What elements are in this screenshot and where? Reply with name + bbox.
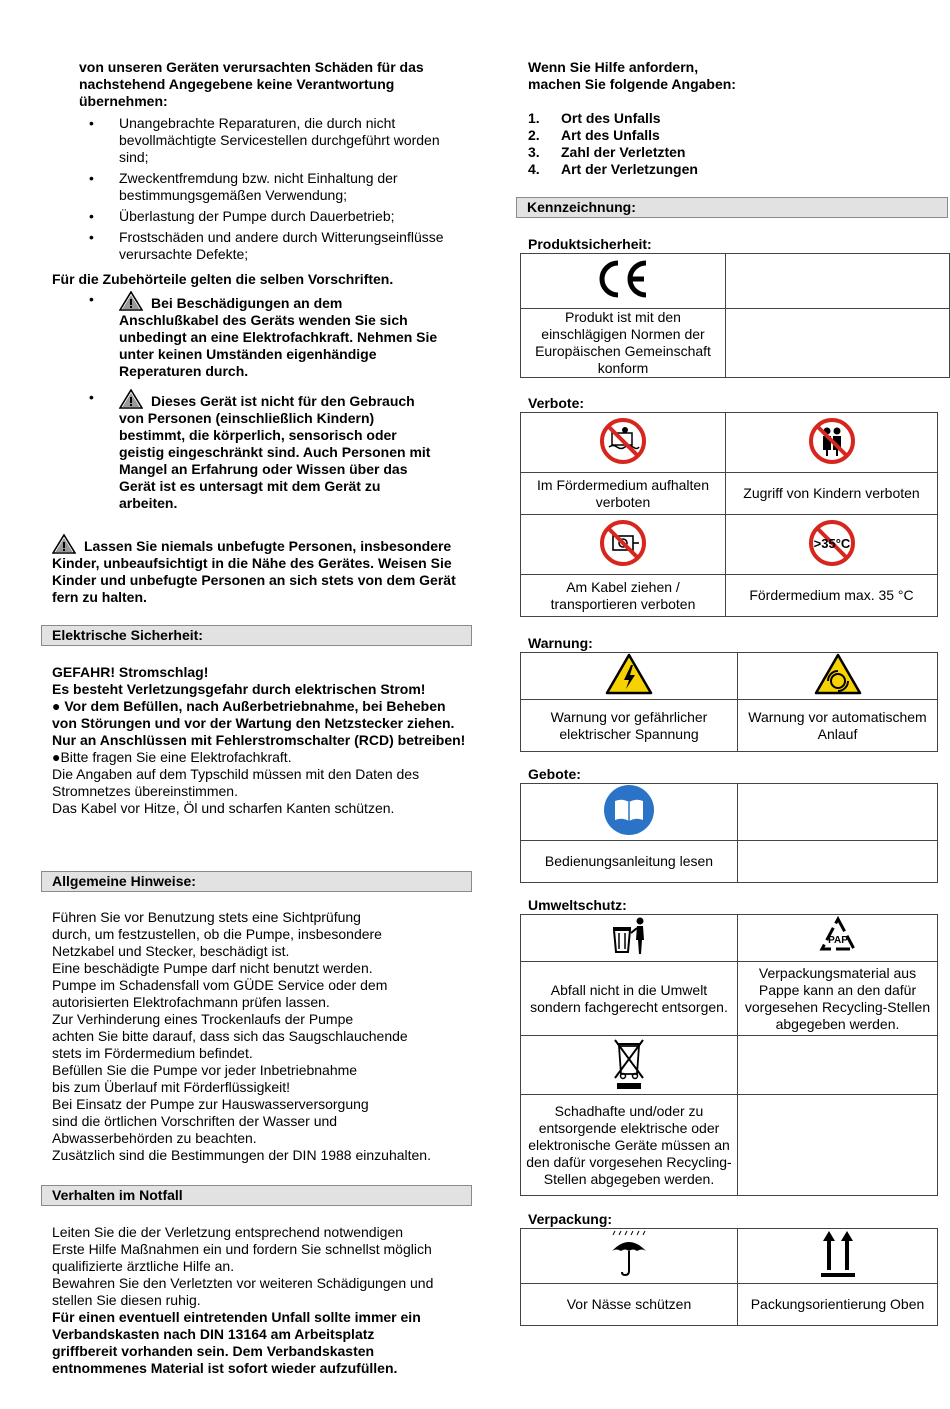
accessories-note: Für die Zubehörteile gelten die selben Vorschriften.	[52, 271, 394, 287]
list-item: • Bei Beschädigungen an dem Anschlußkabel des Geräts wenden Sie sich unbedingt an eine Elektrofachkraft. Nehmen Sie unter keinen Umständen eigenhändige Reperaturen durch.	[89, 291, 438, 379]
this-way-up-icon	[818, 1229, 858, 1279]
rcd-instruction: Nur an Anschlüssen mit Fehlerstromschalter (RCD) betreiben!	[52, 732, 466, 748]
general-notes-text	[52, 909, 472, 1164]
text-line: Pumpe im Schadensfall vom GÜDE Service oder dem	[52, 977, 388, 993]
no-cable-pull-sign-cell	[521, 515, 726, 575]
weee-cell	[521, 1036, 738, 1095]
auto-start-warning-cell	[738, 653, 938, 700]
children-warning: Lassen Sie niemals unbefugte Personen, insbesondere Kinder, unbeaufsichtigt in die Nähe des Gerätes. Weisen Sie Kinder und unbefugte Personen an sich stets von dem Gerät fern zu halten.	[52, 534, 462, 606]
packaging-label: Packungsorientierung Oben	[738, 1284, 938, 1326]
exclusion-list	[89, 115, 469, 267]
warning-label: Warnung vor automatischem Anlauf	[738, 700, 938, 752]
packaging-table	[520, 1228, 938, 1326]
litter-bin-cell	[521, 915, 738, 962]
text-line: Verbandskasten nach DIN 13164 am Arbeitsplatz	[52, 1326, 375, 1342]
warning-label: Warnung vor gefährlicher elektrischer Spannung	[521, 700, 738, 752]
max-temperature-icon	[808, 519, 856, 567]
text-line: entnommenes Material ist sofort wieder aufzufüllen.	[52, 1360, 398, 1376]
text-line: Zusätzlich sind die Bestimmungen der DIN 1988 einzuhalten.	[52, 1147, 431, 1163]
no-entry-in-medium-icon	[599, 417, 647, 465]
emergency-text	[52, 1224, 472, 1377]
prohibition-label: Im Fördermedium aufhalten verboten	[521, 473, 726, 515]
empty-cell	[738, 784, 938, 841]
list-item: 1. Ort des Unfalls	[528, 110, 661, 126]
read-manual-cell	[521, 784, 738, 841]
text-line: Eine beschädigte Pumpe darf nicht benutzt werden.	[52, 960, 373, 976]
max-temp-sign-text: >35°C	[813, 535, 850, 551]
environment-label: Abfall nicht in die Umwelt sondern fachgerecht entsorgen.	[521, 962, 738, 1036]
prohibition-label: Fördermedium max. 35 °C	[726, 575, 938, 617]
unplug-instruction: ● Vor dem Befüllen, nach Außerbetriebnahme, bei Beheben von Störungen und vor der Wartung den Netzstecker ziehen.	[52, 698, 455, 731]
prohibitions-table	[520, 412, 938, 617]
this-way-up-cell	[738, 1229, 938, 1284]
crossed-out-bin-icon	[611, 1036, 647, 1090]
liability-intro	[79, 59, 469, 110]
mandatory-label: Bedienungsanleitung lesen	[521, 841, 738, 883]
list-item: • Dieses Gerät ist nicht für den Gebrauch von Personen (einschließlich Kindern) bestimmt, die körperlich, sensorisch oder geistig eingeschränkt sind. Auch Personen mit Mangel an Erfahrung oder Wissen über das Gerät ist es untersagt mit dem Gerät zu arbeiten.	[89, 389, 431, 511]
environment-label: Verpackungsmaterial aus Pappe kann an den dafür vorgesehen Recycling-Stellen abgegeben werden.	[738, 962, 938, 1036]
no-swimming-sign-cell	[521, 413, 726, 473]
warning-triangle-icon	[119, 291, 143, 311]
ask-electrician: ●Bitte fragen Sie eine Elektrofachkraft.	[52, 749, 292, 765]
voltage-warning-cell	[521, 653, 738, 700]
list-item: • Unangebrachte Reparaturen, die durch nicht bevollmächtigte Servicestellen durchgeführt worden sind;	[89, 115, 440, 165]
section-header-general: Allgemeine Hinweise:	[41, 871, 472, 892]
danger-risk: Es besteht Verletzungsgefahr durch elektrischen Strom!	[52, 681, 426, 697]
empty-cell	[738, 1095, 938, 1196]
danger-title: GEFAHR! Stromschlag!	[52, 664, 209, 680]
umbrella-keep-dry-icon	[609, 1229, 649, 1279]
text-line: achten Sie bitte darauf, dass sich das Saugschlauchende	[52, 1028, 408, 1044]
text-line: bis zum Überlauf mit Förderflüssigkeit!	[52, 1079, 291, 1095]
read-manual-icon	[603, 784, 655, 836]
text-line: durch, um festzustellen, ob die Pumpe, insbesondere	[52, 926, 382, 942]
warning-list	[89, 291, 439, 516]
empty-cell	[726, 254, 950, 309]
high-voltage-warning-icon	[605, 653, 653, 695]
text-line: Netzkabel und Stecker, beschädigt ist.	[52, 943, 290, 959]
packaging-label: Vor Nässe schützen	[521, 1284, 738, 1326]
product-safety-table	[520, 253, 950, 378]
prohibition-label: Am Kabel ziehen / transportieren verboten	[521, 575, 726, 617]
prohibition-label: Zugriff von Kindern verboten	[726, 473, 938, 515]
text-line: Führen Sie vor Benutzung stets eine Sichtprüfung	[52, 909, 361, 925]
environment-title: Umweltschutz:	[528, 897, 627, 913]
section-header-electrical: Elektrische Sicherheit:	[41, 625, 472, 646]
text-line: Leiten Sie die der Verletzung entsprechend notwendigen	[52, 1224, 404, 1240]
text-line: qualifizierte ärztliche Hilfe an.	[52, 1258, 235, 1274]
ce-mark-icon	[596, 259, 650, 299]
mandatory-title: Gebote:	[528, 766, 581, 782]
warnings-table	[520, 652, 938, 752]
empty-cell	[726, 309, 950, 378]
text-line: griffbereit vorhanden sein. Dem Verbandskasten	[52, 1343, 375, 1359]
warnings-title: Warnung:	[528, 635, 593, 651]
text-line: Bewahren Sie den Verletzten vor weiteren Schädigungen und	[52, 1275, 434, 1291]
empty-cell	[738, 841, 938, 883]
empty-cell	[738, 1036, 938, 1095]
max-temp-sign-cell	[726, 515, 938, 575]
mandatory-table	[520, 783, 938, 883]
prohibitions-title: Verbote:	[528, 395, 585, 411]
list-item: 2. Art des Unfalls	[528, 127, 660, 143]
section-header-marking: Kennzeichnung:	[516, 197, 948, 218]
text-line: Bei Einsatz der Pumpe zur Hauswasserversorgung	[52, 1096, 369, 1112]
ce-label: Produkt ist mit den einschlägigen Normen der Europäischen Gemeinschaft konform	[521, 309, 726, 378]
packaging-title: Verpackung:	[528, 1211, 613, 1227]
product-safety-title: Produktsicherheit:	[528, 236, 652, 252]
environment-table	[520, 914, 938, 1196]
electrical-safety-text	[52, 664, 467, 817]
list-item: 3. Zahl der Verletzten	[528, 144, 686, 160]
keep-dry-cell	[521, 1229, 738, 1284]
warning-triangle-icon	[52, 534, 76, 554]
environment-label: Schadhafte und/oder zu entsorgende elektrische oder elektronische Geräte müssen an den dafür vorgesehen Recycling-Stellen abgegeben werden.	[521, 1095, 738, 1196]
text-line: autorisierten Elektrofachmann prüfen lassen.	[52, 994, 330, 1010]
pap-recycling-cell	[738, 915, 938, 962]
pap-label: PAP	[827, 935, 848, 946]
section-header-emergency: Verhalten im Notfall	[41, 1185, 472, 1206]
help-intro-line: machen Sie folgende Angaben:	[528, 76, 736, 92]
text-line: Erste Hilfe Maßnahmen ein und fordern Sie schnellst möglich	[52, 1241, 432, 1257]
list-item: • Frostschäden und andere durch Witterungseinflüsse verursachte Defekte;	[89, 229, 444, 262]
text-line: Befüllen Sie die Pumpe vor jeder Inbetriebnahme	[52, 1062, 358, 1078]
no-children-icon	[808, 417, 856, 465]
paper-recycling-icon	[816, 915, 860, 957]
list-item: • Zweckentfremdung bzw. nicht Einhaltung der bestimmungsgemäßen Verwendung;	[89, 170, 398, 203]
text-line: sind die örtlichen Vorschriften der Wasser und	[52, 1113, 338, 1129]
list-item: • Überlastung der Pumpe durch Dauerbetrieb;	[89, 208, 395, 224]
text-line: stellen Sie diesen ruhig.	[52, 1292, 201, 1308]
help-request-block	[528, 59, 928, 178]
list-item: 4. Art der Verletzungen	[528, 161, 698, 177]
liability-intro-text: von unseren Geräten verursachten Schäden für das nachstehend Angegebene keine Verantwortung übernehmen:	[79, 59, 424, 109]
text-line: Abwasserbehörden zu beachten.	[52, 1130, 257, 1146]
help-intro-line: Wenn Sie Hilfe anfordern,	[528, 59, 699, 75]
text-line: Zur Verhinderung eines Trockenlaufs der Pumpe	[52, 1011, 354, 1027]
no-children-sign-cell	[726, 413, 938, 473]
automatic-start-warning-icon	[814, 653, 862, 695]
text-line: Für einen eventuell eintretenden Unfall sollte immer ein	[52, 1309, 421, 1325]
text-line: stets im Fördermedium befindet.	[52, 1045, 253, 1061]
ce-mark-cell	[521, 254, 726, 309]
dispose-properly-icon	[608, 916, 650, 956]
cable-note: Das Kabel vor Hitze, Öl und scharfen Kanten schützen.	[52, 800, 395, 816]
warning-triangle-icon	[119, 389, 143, 409]
no-cable-pulling-icon	[599, 519, 647, 567]
nameplate-note: Die Angaben auf dem Typschild müssen mit den Daten des Stromnetzes übereinstimmen.	[52, 766, 420, 799]
